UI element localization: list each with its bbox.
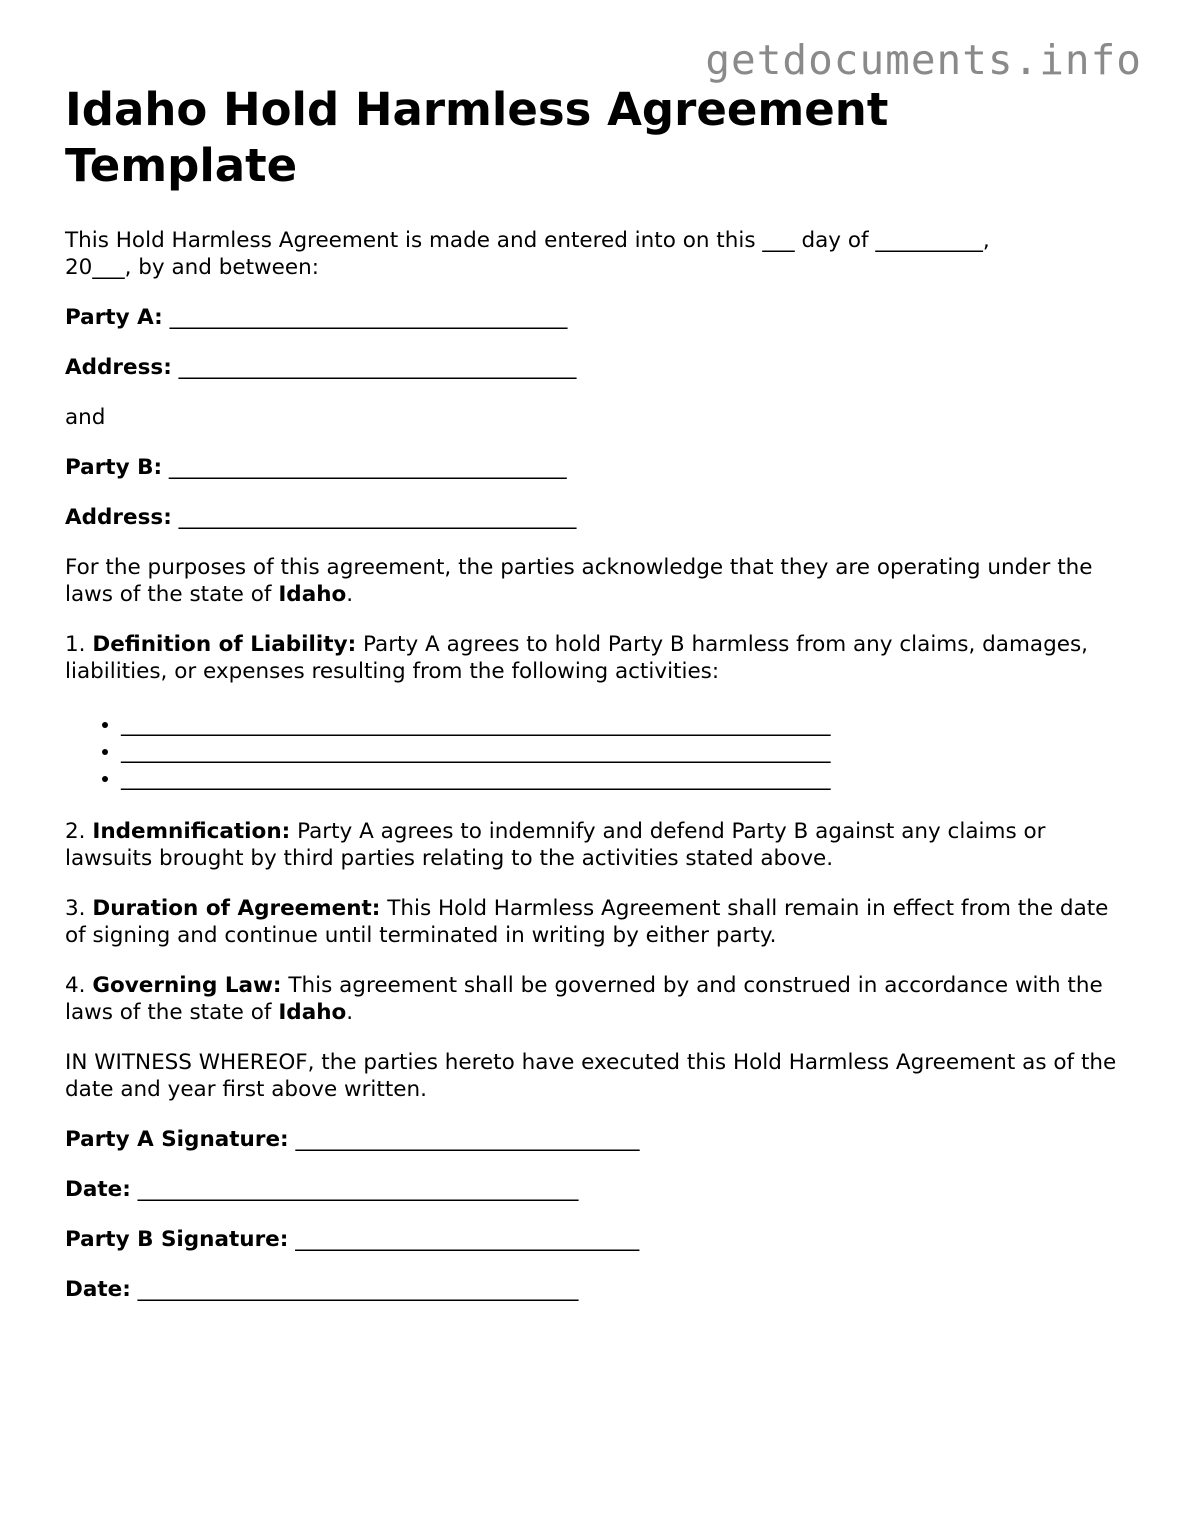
section-3 <box>65 895 1125 949</box>
party-a-label: Party A: <box>65 305 163 330</box>
watermark: getdocuments.info <box>705 36 1142 84</box>
party-b-label: Party B: <box>65 455 163 480</box>
and-text: and <box>65 405 106 430</box>
intro-line-2: 20___, by and between: <box>65 255 319 280</box>
section-1-text: Party A agrees to hold Party B harmless from any claims, damages, liabilities, or expenses resulting from the following activities: <box>65 632 1088 684</box>
section-4 <box>65 972 1125 1026</box>
section-4-text: This agreement shall be governed by and construed in accordance with the laws of the state of <box>65 973 1103 1025</box>
activity-blank: • __________________________________________________________________ <box>121 711 1125 738</box>
party-a-signature-blank: ________________________________ <box>295 1127 640 1152</box>
purposes-state: Idaho <box>278 582 347 607</box>
section-3-number: 3. <box>65 896 86 921</box>
party-a-signature-label: Party A Signature: <box>65 1127 289 1152</box>
section-3-heading: Duration of Agreement: <box>92 896 381 921</box>
intro-line-1: This Hold Harmless Agreement is made and entered into on this ___ day of __________, <box>65 228 990 253</box>
party-b-signature-label: Party B Signature: <box>65 1227 289 1252</box>
page-title: Idaho Hold Harmless Agreement Template <box>65 83 889 192</box>
party-b-field <box>65 454 1125 481</box>
section-2-heading: Indemnification: <box>92 819 291 844</box>
section-3-text: This Hold Harmless Agreement shall remain in effect from the date of signing and continue until terminated in writing by either party. <box>65 896 1109 948</box>
section-1-number: 1. <box>65 632 86 657</box>
party-b-blank: _____________________________________ <box>168 455 567 480</box>
party-a-signature-field <box>65 1126 1125 1153</box>
address-a-field <box>65 354 1125 381</box>
purposes-paragraph <box>65 554 1125 608</box>
document-page <box>65 82 1125 1303</box>
intro-paragraph <box>65 227 1125 281</box>
address-b-blank: _____________________________________ <box>178 505 577 530</box>
date-a-blank: _________________________________________ <box>137 1177 579 1202</box>
address-a-blank: _____________________________________ <box>178 355 577 380</box>
section-4-heading: Governing Law: <box>92 973 282 998</box>
section-4-number: 4. <box>65 973 86 998</box>
section-1-heading: Definition of Liability: <box>92 632 357 657</box>
party-b-signature-field <box>65 1226 1125 1253</box>
date-b-label: Date: <box>65 1277 131 1302</box>
section-2-text: Party A agrees to indemnify and defend Party B against any claims or lawsuits brought by third parties relating to the activities stated above. <box>65 819 1046 871</box>
section-2 <box>65 818 1125 872</box>
witness-paragraph: IN WITNESS WHEREOF, the parties hereto have executed this Hold Harmless Agreement as of the date and year first above written. <box>65 1050 1117 1102</box>
address-b-label: Address: <box>65 505 172 530</box>
activity-blank: • __________________________________________________________________ <box>121 765 1125 792</box>
party-a-field <box>65 304 1125 331</box>
address-b-field <box>65 504 1125 531</box>
date-a-label: Date: <box>65 1177 131 1202</box>
date-b-blank: _________________________________________ <box>137 1277 579 1302</box>
section-4-end: . <box>346 1000 354 1025</box>
section-1 <box>65 631 1125 685</box>
date-b-field <box>65 1276 1125 1303</box>
party-b-signature-blank: ________________________________ <box>295 1227 640 1252</box>
section-4-state: Idaho <box>278 1000 347 1025</box>
address-a-label: Address: <box>65 355 172 380</box>
purposes-text: For the purposes of this agreement, the parties acknowledge that they are operating under the laws of the state of <box>65 555 1093 607</box>
activity-list <box>65 711 1125 792</box>
section-2-number: 2. <box>65 819 86 844</box>
party-a-blank: _____________________________________ <box>169 305 568 330</box>
activity-blank: • __________________________________________________________________ <box>121 738 1125 765</box>
date-a-field <box>65 1176 1125 1203</box>
purposes-end: . <box>346 582 354 607</box>
